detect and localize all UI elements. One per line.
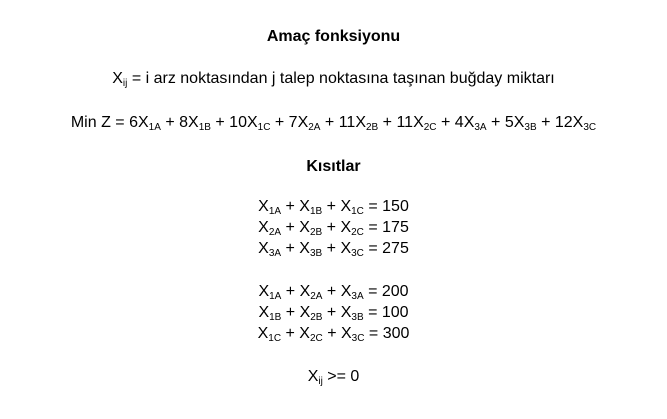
term-operator: +: [378, 114, 397, 131]
supply-constraint-row: [0, 239, 667, 259]
plus-operator: +: [322, 283, 341, 300]
term-variable: X: [188, 114, 199, 131]
term-subscript: 2A: [308, 122, 321, 133]
objective-term: [378, 114, 436, 131]
constraint-rhs: 175: [382, 219, 409, 236]
constraint-variable: X: [341, 325, 352, 342]
objective-equation: [0, 113, 667, 133]
constraint-subscript: 1B: [309, 206, 323, 217]
equals-operator: =: [363, 219, 383, 236]
plus-operator: +: [281, 283, 300, 300]
nonneg-rhs: 0: [350, 368, 360, 385]
objective-term: [437, 114, 487, 131]
constraint-subscript: 2B: [309, 227, 323, 238]
constraint-subscript: 1A: [269, 291, 282, 302]
definition-sub: ij: [122, 78, 128, 89]
plus-operator: +: [322, 240, 341, 257]
term-variable: X: [297, 114, 309, 131]
term-coefficient: 5: [504, 114, 514, 131]
constraint-subscript: 2A: [268, 227, 282, 238]
equals-operator: =: [363, 198, 383, 215]
term-variable: X: [572, 114, 584, 131]
term-coefficient: 6: [129, 114, 138, 131]
term-variable: X: [246, 114, 258, 131]
constraint-variable: X: [258, 283, 270, 300]
objective-terms: [129, 114, 596, 131]
constraint-subscript: 1C: [268, 333, 282, 344]
objective-term: [211, 114, 271, 131]
constraint-variable: X: [258, 304, 270, 321]
constraint-subscript: 3A: [268, 248, 282, 259]
variable-definition: [0, 69, 667, 89]
constraint-variable: X: [258, 240, 269, 257]
equals-operator: =: [363, 304, 382, 321]
constraint-variable: X: [299, 219, 310, 236]
term-operator: +: [270, 114, 289, 131]
term-subscript: 2C: [423, 122, 437, 133]
plus-operator: +: [281, 219, 300, 236]
term-operator: +: [160, 114, 180, 131]
constraint-rhs: 100: [381, 304, 409, 321]
objective-term: [320, 114, 378, 131]
objective-term: [129, 114, 161, 131]
constraint-rhs: 275: [382, 240, 409, 257]
constraint-variable: X: [340, 304, 352, 321]
plus-operator: +: [281, 304, 300, 321]
term-subscript: 3C: [583, 122, 597, 133]
term-coefficient: 10: [229, 114, 247, 131]
constraint-subscript: 2C: [309, 333, 323, 344]
constraint-variable: X: [340, 198, 352, 215]
constraint-variable: X: [258, 198, 269, 215]
constraint-variable: X: [340, 240, 352, 257]
constraint-subscript: 3B: [309, 248, 323, 259]
plus-operator: +: [281, 325, 300, 342]
term-operator: +: [536, 114, 555, 131]
constraint-rhs: 300: [382, 325, 410, 342]
term-subscript: 3A: [474, 122, 487, 133]
supply-constraint-row: [0, 218, 667, 238]
term-coefficient: 12: [554, 114, 573, 131]
constraint-subscript: 3B: [351, 312, 364, 323]
constraint-subscript: 3C: [351, 333, 365, 344]
objective-prefix: Min Z =: [70, 114, 130, 131]
constraint-rhs: 200: [381, 283, 409, 300]
constraint-subscript: 1A: [268, 206, 282, 217]
constraint-variable: X: [299, 198, 310, 215]
plus-operator: +: [322, 304, 341, 321]
objective-heading: Amaç fonksiyonu: [266, 28, 401, 45]
nonnegativity-constraint: [0, 367, 667, 387]
nonneg-rel: >=: [322, 368, 351, 385]
objective-term: [487, 114, 537, 131]
term-variable: X: [413, 114, 424, 131]
constraint-variable: X: [258, 219, 269, 236]
term-subscript: 1C: [257, 122, 271, 133]
equals-operator: =: [364, 325, 383, 342]
equals-operator: =: [363, 240, 383, 257]
term-operator: +: [320, 114, 339, 131]
plus-operator: +: [322, 219, 341, 236]
nonneg-var: X: [307, 368, 319, 385]
constraint-variable: X: [299, 240, 310, 257]
constraint-subscript: 2A: [310, 291, 323, 302]
plus-operator: +: [322, 198, 341, 215]
constraint-subscript: 2B: [310, 312, 323, 323]
term-operator: +: [210, 114, 230, 131]
constraint-variable: X: [299, 304, 311, 321]
definition-var: X: [112, 70, 123, 87]
plus-operator: +: [322, 325, 341, 342]
term-subscript: 1B: [198, 122, 211, 133]
plus-operator: +: [281, 240, 300, 257]
term-coefficient: 11: [396, 114, 414, 131]
nonneg-sub: ij: [318, 376, 323, 387]
constraint-rhs: 150: [382, 198, 409, 215]
term-subscript: 1A: [148, 122, 161, 133]
supply-constraint-row: [0, 197, 667, 217]
definition-text: = i arz noktasından j talep noktasına taşınan buğday miktarı: [127, 70, 555, 87]
term-operator: +: [486, 114, 505, 131]
plus-operator: +: [281, 198, 300, 215]
constraint-subscript: 1B: [269, 312, 282, 323]
objective-term: [537, 114, 597, 131]
constraint-variable: X: [257, 325, 269, 342]
constraint-subscript: 3A: [351, 291, 364, 302]
constraints-heading: Kısıtlar: [306, 158, 361, 175]
term-coefficient: 7: [288, 114, 298, 131]
constraint-subscript: 1C: [351, 206, 364, 217]
demand-constraint-row: [0, 282, 667, 302]
term-coefficient: 4: [454, 114, 464, 131]
constraint-variable: X: [299, 283, 311, 300]
objective-term: [161, 114, 211, 131]
constraint-variable: X: [299, 325, 310, 342]
objective-term: [270, 114, 320, 131]
term-variable: X: [513, 114, 525, 131]
equals-operator: =: [363, 283, 382, 300]
term-subscript: 3B: [524, 122, 537, 133]
demand-constraint-row: [0, 303, 667, 323]
term-variable: X: [463, 114, 475, 131]
constraint-variable: X: [340, 283, 352, 300]
term-coefficient: 8: [179, 114, 189, 131]
constraint-variable: X: [340, 219, 352, 236]
demand-constraint-row: [0, 324, 667, 344]
term-variable: X: [355, 114, 366, 131]
term-variable: X: [137, 114, 149, 131]
term-subscript: 2B: [366, 122, 379, 133]
term-coefficient: 11: [338, 114, 356, 131]
constraint-subscript: 3C: [351, 248, 364, 259]
constraint-subscript: 2C: [351, 227, 364, 238]
term-operator: +: [436, 114, 455, 131]
